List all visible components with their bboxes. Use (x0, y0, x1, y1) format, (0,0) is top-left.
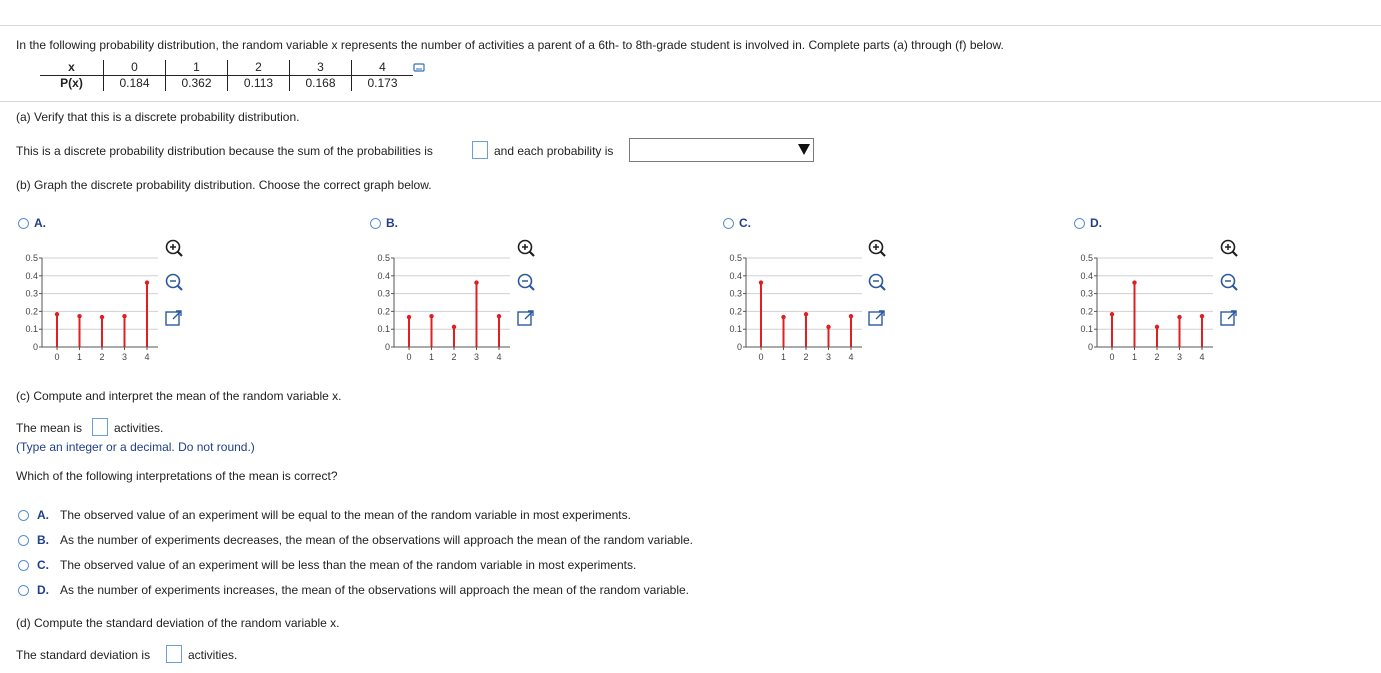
probability-point (1110, 312, 1114, 316)
zoom-out-icon[interactable] (163, 272, 185, 294)
x-tick-label: 0 (54, 352, 60, 362)
part-a-sentence-start: This is a discrete probability distribution because the sum of the probabilities is (16, 144, 433, 158)
probability-point (826, 325, 830, 329)
distribution-table (40, 60, 413, 91)
interpretation-option-a-text[interactable]: The observed value of an experiment will be equal to the mean of the random variable in most experiments. (60, 508, 631, 522)
x-tick-label: 3 (473, 352, 480, 362)
probability-point (1200, 314, 1204, 318)
y-tick-label: 0.1 (1080, 324, 1093, 335)
graph-option-d-chart (1075, 250, 1215, 370)
mean-sentence-end: activities. (114, 421, 164, 435)
probability-point (759, 280, 763, 284)
mean-input[interactable] (92, 418, 108, 436)
probability-point (497, 314, 501, 318)
part-c-heading: (c) Compute and interpret the mean of the random variable x. (16, 389, 342, 403)
y-tick-label: 0.4 (1080, 270, 1093, 281)
y-tick-label: 0.1 (729, 324, 742, 335)
x-tick-label: 0 (1109, 352, 1115, 362)
graph-option-b-radio[interactable] (370, 218, 381, 229)
graph-option-c-chart (724, 250, 864, 370)
zoom-out-icon[interactable] (866, 272, 888, 294)
x-tick-label: 3 (1176, 352, 1183, 362)
y-tick-label: 0.5 (25, 253, 38, 263)
x-tick-label: 4 (1199, 352, 1205, 362)
y-tick-label: 0.4 (377, 270, 390, 281)
graph-option-c-label[interactable]: C. (739, 216, 751, 230)
sd-sentence-start: The standard deviation is (16, 648, 151, 662)
probability-point (474, 280, 478, 284)
y-tick-label: 0.4 (729, 270, 742, 281)
x-tick-label: 1 (76, 352, 83, 362)
probability-point (122, 314, 126, 318)
probability-point (100, 315, 104, 319)
graph-option-c-radio[interactable] (723, 218, 734, 229)
interpretation-option-c-text[interactable]: The observed value of an experiment will be less than the mean of the random variable in most experiments. (60, 558, 637, 572)
p-value: 0.113 (228, 76, 290, 92)
y-tick-label: 0.3 (25, 288, 38, 299)
interpretation-option-d-label[interactable]: D. (37, 583, 49, 597)
probability-point (849, 314, 853, 318)
x-value: 0 (104, 60, 166, 76)
graph-option-b-label[interactable]: B. (386, 216, 398, 230)
graph-option-a-chart (20, 250, 160, 370)
probability-point (145, 280, 149, 284)
y-tick-label: 0.5 (1080, 253, 1093, 263)
probability-point (429, 314, 433, 318)
y-tick-label: 0 (1087, 342, 1093, 352)
probability-point (452, 325, 456, 329)
x-tick-label: 4 (848, 352, 854, 362)
expand-icon[interactable] (163, 307, 185, 329)
graph-option-d-radio[interactable] (1074, 218, 1085, 229)
sum-input[interactable] (472, 141, 488, 159)
probability-point (77, 314, 81, 318)
p-value: 0.173 (352, 76, 414, 92)
part-b-heading: (b) Graph the discrete probability distribution. Choose the correct graph below. (16, 178, 432, 192)
y-tick-label: 0.1 (377, 324, 390, 335)
x-header: x (40, 60, 104, 76)
x-tick-label: 3 (121, 352, 128, 362)
top-divider (0, 25, 1381, 26)
p-value: 0.184 (104, 76, 166, 92)
x-tick-label: 1 (1131, 352, 1138, 362)
x-tick-label: 4 (144, 352, 150, 362)
interpretation-option-b-radio[interactable] (18, 535, 29, 546)
copy-table-icon[interactable] (413, 63, 425, 73)
x-tick-label: 1 (780, 352, 787, 362)
zoom-out-icon[interactable] (515, 272, 537, 294)
y-tick-label: 0 (32, 342, 38, 352)
interpretation-option-b-label[interactable]: B. (37, 533, 49, 547)
x-tick-label: 0 (758, 352, 764, 362)
x-value: 4 (352, 60, 414, 76)
x-tick-label: 2 (99, 352, 105, 362)
zoom-in-icon[interactable] (1218, 238, 1240, 260)
x-tick-label: 2 (803, 352, 809, 362)
graph-option-a-radio[interactable] (18, 218, 29, 229)
y-tick-label: 0.3 (729, 288, 742, 299)
section-divider (0, 101, 1381, 102)
y-tick-label: 0.1 (25, 324, 38, 335)
x-value: 1 (166, 60, 228, 76)
interpretation-question: Which of the following interpretations of the mean is correct? (16, 469, 338, 483)
part-d-heading: (d) Compute the standard deviation of the random variable x. (16, 616, 340, 630)
y-tick-label: 0.2 (1080, 306, 1093, 317)
interpretation-option-d-radio[interactable] (18, 585, 29, 596)
graph-option-a-label[interactable]: A. (34, 216, 46, 230)
x-tick-label: 0 (406, 352, 412, 362)
y-tick-label: 0 (736, 342, 742, 352)
probability-dropdown[interactable] (629, 138, 814, 162)
x-value: 2 (228, 60, 290, 76)
interpretation-option-a-label[interactable]: A. (37, 508, 49, 522)
part-a-heading: (a) Verify that this is a discrete probability distribution. (16, 110, 300, 124)
y-tick-label: 0.5 (377, 253, 390, 263)
mean-input-hint: (Type an integer or a decimal. Do not round.) (16, 440, 255, 454)
y-tick-label: 0.3 (1080, 288, 1093, 299)
intro-text: In the following probability distribution, the random variable x represents the number of activities a parent of a 6th- to 8th-grade student is involved in. Complete parts (a) through (f) below. (16, 38, 1004, 52)
y-tick-label: 0.2 (729, 306, 742, 317)
sd-sentence-end: activities. (188, 648, 238, 662)
y-tick-label: 0 (384, 342, 390, 352)
graph-option-b-chart (372, 250, 512, 370)
probability-point (1155, 325, 1159, 329)
y-tick-label: 0.5 (729, 253, 742, 263)
x-tick-label: 3 (825, 352, 832, 362)
part-a-sentence-mid: and each probability is (494, 144, 614, 158)
x-tick-label: 2 (1154, 352, 1160, 362)
expand-icon[interactable] (515, 307, 537, 329)
x-tick-label: 2 (451, 352, 457, 362)
x-tick-label: 1 (428, 352, 435, 362)
p-value: 0.362 (166, 76, 228, 92)
interpretation-option-d-text[interactable]: As the number of experiments increases, the mean of the observations will approach the mean of the random variable. (60, 583, 690, 597)
interpretation-option-b-text[interactable]: As the number of experiments decreases, the mean of the observations will approach the mean of the random variable. (60, 533, 694, 547)
expand-icon[interactable] (1218, 307, 1240, 329)
y-tick-label: 0.3 (377, 288, 390, 299)
probability-point (407, 315, 411, 319)
probability-point (1132, 280, 1136, 284)
zoom-in-icon[interactable] (866, 238, 888, 260)
y-tick-label: 0.4 (25, 270, 38, 281)
y-tick-label: 0.2 (377, 306, 390, 317)
x-value: 3 (290, 60, 352, 76)
zoom-in-icon[interactable] (515, 238, 537, 260)
probability-point (804, 312, 808, 316)
p-value: 0.168 (290, 76, 352, 92)
x-tick-label: 4 (496, 352, 502, 362)
probability-point (1177, 315, 1181, 319)
graph-option-d-label[interactable]: D. (1090, 216, 1102, 230)
expand-icon[interactable] (866, 307, 888, 329)
interpretation-option-c-radio[interactable] (18, 560, 29, 571)
sd-input[interactable] (166, 645, 182, 663)
interpretation-option-a-radio[interactable] (18, 510, 29, 521)
interpretation-option-c-label[interactable]: C. (37, 558, 49, 572)
zoom-out-icon[interactable] (1218, 272, 1240, 294)
px-header: P(x) (60, 76, 83, 90)
y-tick-label: 0.2 (25, 306, 38, 317)
mean-sentence-start: The mean is (16, 421, 83, 435)
probability-point (781, 315, 785, 319)
probability-point (55, 312, 59, 316)
zoom-in-icon[interactable] (163, 238, 185, 260)
dropdown-arrow-icon[interactable] (798, 144, 810, 155)
